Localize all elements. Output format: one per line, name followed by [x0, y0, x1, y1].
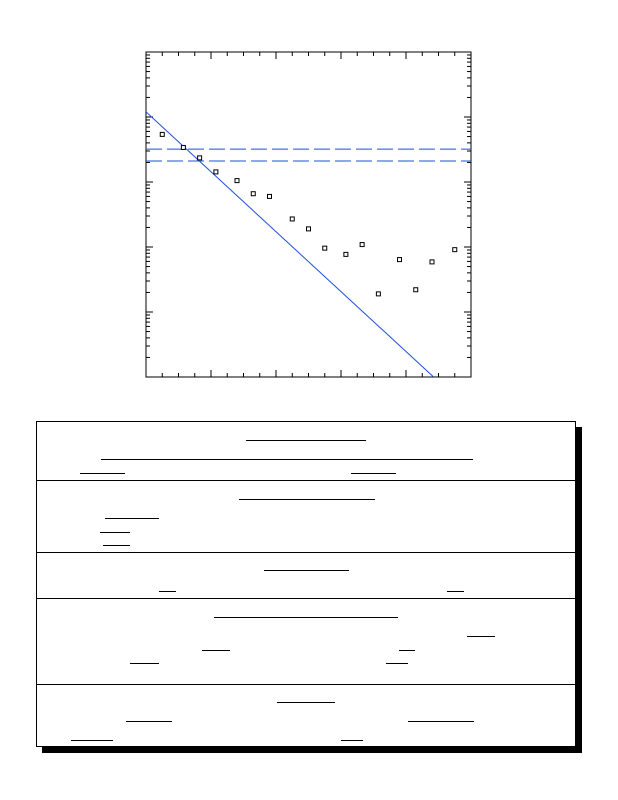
data-point	[307, 227, 311, 231]
data-point	[214, 170, 218, 174]
legend-line	[101, 459, 473, 460]
legend-line	[246, 440, 366, 441]
fit-line	[146, 112, 434, 377]
legend-line	[100, 532, 130, 533]
data-point	[290, 217, 294, 221]
data-point	[430, 260, 434, 264]
legend-line	[126, 721, 172, 722]
data-point	[360, 243, 364, 247]
legend-line	[202, 650, 230, 651]
data-point	[414, 288, 418, 292]
data-point	[198, 156, 202, 160]
legend-line	[71, 740, 113, 741]
legend-line	[103, 545, 130, 546]
legend-line	[408, 721, 474, 722]
data-point	[160, 132, 164, 136]
data-point	[181, 145, 185, 149]
data-point	[453, 248, 457, 252]
plot-frame	[146, 52, 471, 377]
axis-ticks	[146, 52, 471, 377]
legend-line	[159, 591, 176, 592]
legend-line	[467, 636, 495, 637]
section-divider	[37, 480, 575, 481]
legend-line	[239, 499, 375, 500]
legend-line	[447, 591, 464, 592]
legend-panel	[36, 421, 576, 747]
data-point	[344, 252, 348, 256]
data-point	[376, 292, 380, 296]
legend-line	[341, 740, 363, 741]
legend-line	[214, 617, 398, 618]
legend-line	[277, 702, 335, 703]
legend-line	[351, 473, 396, 474]
legend-line	[264, 570, 349, 571]
chart-points	[160, 132, 457, 295]
data-point	[235, 179, 239, 183]
legend-line	[399, 650, 415, 651]
chart-lines	[146, 112, 471, 377]
section-divider	[37, 684, 575, 685]
data-point	[268, 194, 272, 198]
legend-line	[80, 473, 125, 474]
section-divider	[37, 552, 575, 553]
data-point	[251, 192, 255, 196]
data-point	[398, 258, 402, 262]
legend-line	[130, 663, 159, 664]
legend-line	[105, 518, 159, 519]
data-point	[323, 246, 327, 250]
section-divider	[37, 598, 575, 599]
legend-line	[386, 663, 408, 664]
